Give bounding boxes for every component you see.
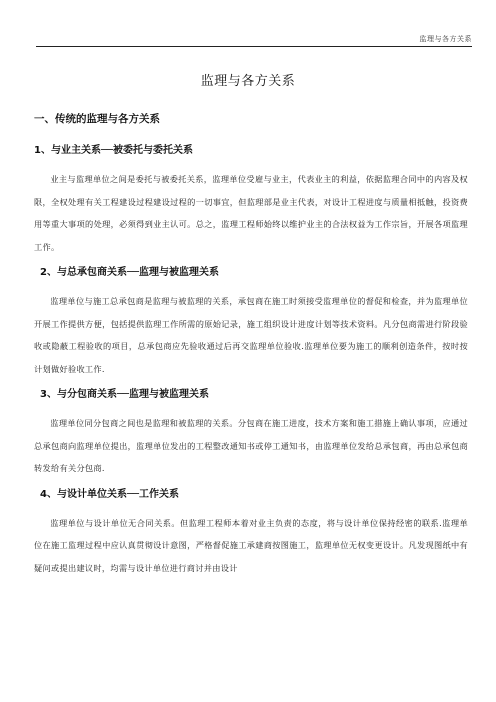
header-rule: [36, 46, 472, 47]
subsection-heading-3: 3、与分包商关系──监理与被监理关系: [40, 389, 209, 400]
page-title: 监理与各方关系: [200, 74, 296, 89]
running-header: 监理与各方关系: [419, 35, 472, 43]
subsection-heading-1: 1、与业主关系──被委托与委托关系: [34, 145, 193, 156]
paragraph-3: 监理单位同分包商之间也是监理和被监理的关系。分包商在施工进度，技术方案和施工措施上确认事项，应通过总承包商向监理单位提出，监理单位发出的工程整改通知书或停工通知书，由监理单位发给总承包商，再由总承包商转发给有关分包商.: [34, 418, 468, 473]
section-heading: 一、传统的监理与各方关系: [34, 113, 160, 125]
paragraph-4: 监理单位与设计单位无合同关系。但监理工程师本着对业主负责的态度，将与设计单位保持经密的联系.监理单位在施工监理过程中应认真贯彻设计意图，严格督促施工承建商按图施工，监理单位无权变更设计。凡发现图纸中有疑问或提出建议时，均需与设计单位进行商讨并由设计: [34, 517, 468, 573]
subsection-heading-4: 4、与设计单位关系──工作关系: [40, 488, 179, 500]
paragraph-1: 业主与监理单位之间是委托与被委托关系，监理单位受雇与业主，代表业主的利益，依据监理合同中的内容及权限，全权处理有关工程建设过程建设过程的一切事宜，但监理部是业主代表，对设计工程进度与质量相抵触，投资费用等重大事项的处理，必须得到业主认可。总之，监理工程师始终以维护业主的合法权益为工作宗旨，开展各项监理工作。: [34, 174, 468, 252]
document-body: [34, 112, 468, 579]
subsection-heading-2: 2、与总承包商关系──监理与被监理关系: [40, 267, 219, 278]
paragraph-2: 监理单位与施工总承包商是监理与被监理的关系，承包商在施工时须接受监理单位的督促和检查，并为监理单位开展工作提供方便，包括提供监理工作所需的原始记录，施工组织设计进度计划等技术资料。凡分包商需进行阶段验收或隐蔽工程验收的项目，总承包商应先验收通过后再交监理单位验收.监理单位要为施工的顺利创造条件，按时按计划做好验收工作.: [34, 296, 468, 374]
